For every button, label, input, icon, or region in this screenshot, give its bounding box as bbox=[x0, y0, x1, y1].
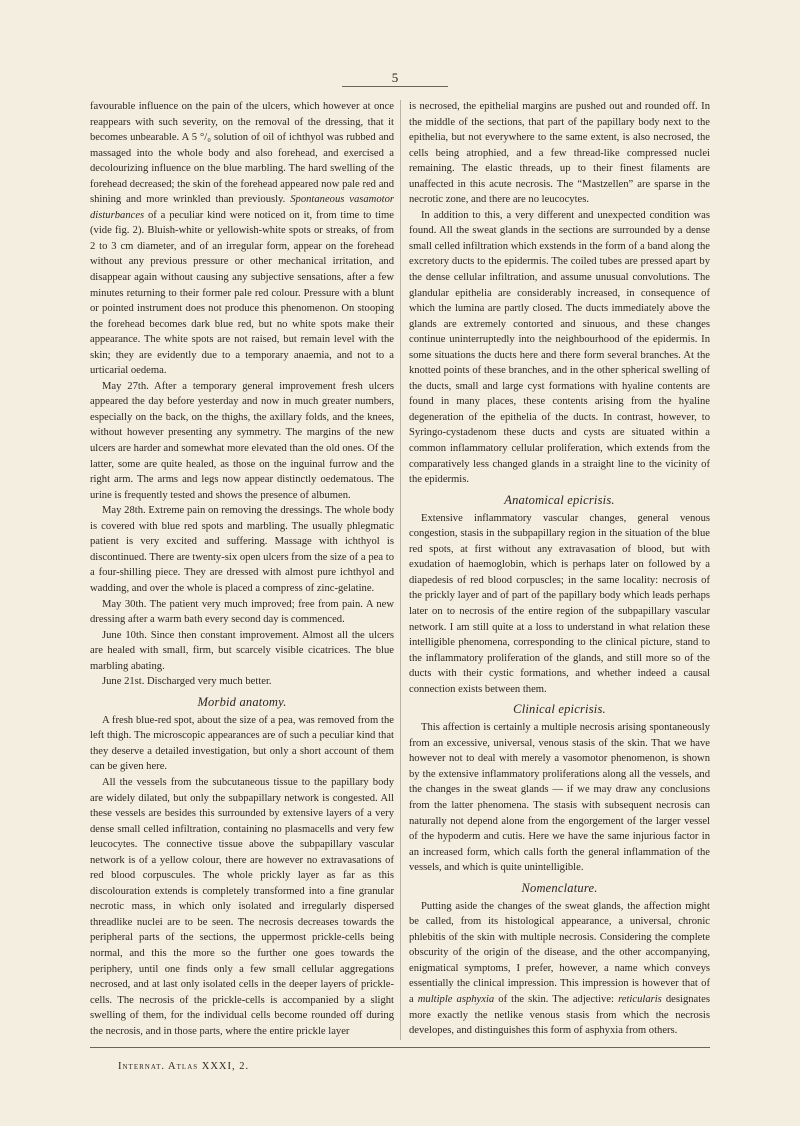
page-number: 5 bbox=[391, 70, 399, 85]
text-run: favourable influence on the pain of the ulcers, which however at once reappears with such severity, on the removal of the dressing, that it becomes unbearable. A 5 °/₀ solution of oil of ichthyol was rubbed and massaged into the whole body and also forehead, and exercised a decolourizing influence on the blue marbling. The hard swelling of the forehead decreased; the skin of the forehead appeared now pale red and shining and more wrinkled than previously. bbox=[90, 101, 394, 206]
section-heading-clinical-epicrisis: Clinical epicrisis. bbox=[513, 702, 606, 717]
section-heading-morbid-anatomy: Morbid anatomy. bbox=[197, 694, 287, 709]
section-heading-nomenclature: Nomenclature. bbox=[521, 880, 598, 895]
paragraph: All the vessels from the subcutaneous tissue to the papillary body are widely dilated, but only the subpapillary network is congested. All these vessels are besides this surrounded by extensive layers of a very dense small celled infiltration, containing no plasmacells and very few leucocytes. The connective tissue above the subpapillary vascular network is of a yellow colour, there are however no extravasations of red blood corpuscules. The whole prickly layer as far as this discolouration extends is completely transformed into a fine granular necrotic mass, in which only isolated and irregularly dispersed threadlike nuclei are to be seen. The necrosis decreases towards the peripheral parts of the sections, the uppermost prickle-cells being normal, and this the more so the further one goes towards the periphery, until one finds only a few small cellular aggregations necrosed, and at last only isolated cells in the deeper layers of prickle-cells. The necrosis of the prickle-cells is accompanied by a slight swelling of them, for the individual cells become rounded off during the necrosis, and in those parts, where the entire prickle layer bbox=[90, 776, 394, 1037]
italic-term: Spontaneous vasamotor disturbances bbox=[90, 194, 394, 221]
text-run: of the skin. The adjective: bbox=[498, 993, 614, 1005]
section-heading-anatomical-epicrisis: Anatomical epicrisis. bbox=[504, 492, 615, 507]
paragraph: May 28th. Extreme pain on removing the dressings. The whole body is covered with blue red spots and marbling. The usually phlegmatic patient is very excited and suffering. Massage with ichthyol is discontinued. There are twenty-six open ulcers from the size of a pea to a four-shilling piece. They are dressed with almost pure ichthyol and wadding, and over the whole is placed a compress of zinc-gelatine. bbox=[90, 505, 394, 594]
footer-rule bbox=[90, 1047, 710, 1048]
text-run: of a peculiar kind were noticed on it, from time to time (vide fig. 2). Bluish-white or yellowish-white spots or streaks, of from 2 to 3 cm diameter, and of an irregular form, appear on the forehead without any previous pressure or other mechanical irritation, and disappear again without causing any subjective sensations, after a few minutes returning to their former pale red colour. Pressure with a blunt or pointed instrument does not produce this phenomenon. On stooping the forehead becomes dark blue red, but no white spots make their appearance. The white spots are not raised, but remain level with the skin; they are evidently due to a temporary anaemia, and not to a urticarial oedema. bbox=[90, 209, 394, 377]
paragraph: is necrosed, the epithelial margins are pushed out and rounded off. In the middle of the sections, that part of the papillary body next to the epithelia, but not everywhere to the same extent, is also necrosed, the cells being atrophied, and a few thread-like compressed nuclei remaining. The elastic threads, up to their finest filaments are unaffected in this acute necrosis. The “Mastzellen” are sparse in the necrotic zone, and there are no leucocytes. bbox=[409, 101, 710, 206]
text-run: designates more exactly the netlike venous stasis from which the necrosis developes, and distinguishes this form of asphyxia from others. bbox=[409, 993, 711, 1037]
paragraph: Extensive inflammatory vascular changes, general venous congestion, stasis in the subpapillary region in the situation of the blue red spots, at first without any extravasation of blood, but with exudation of haemoglobin, which is perhaps later on followed by a diapedesis of red blood corpuscles; in the same locality: necrosis of the prickly layer and of part of the papillary body which leads perhaps later on to necrosis of the entire region of the subpapillary vascular network. I am still quite at a loss to understand in what relation these intelligible phenomena, corresponding to the clinical picture, stand to the inflammatory proliferation of the glands, and still more so of the ducts with their cystic formations, and whether indeed a causal connection exists between them. bbox=[409, 512, 710, 695]
paragraph bbox=[90, 99, 394, 379]
right-column bbox=[409, 99, 710, 1039]
paragraph: A fresh blue-red spot, about the size of a pea, was removed from the left thigh. The microscopic appearances are of such a peculiar kind that they deserve a detailed investigation, but only a short account of them can be given here. bbox=[90, 714, 394, 773]
italic-term: multiple asphyxia bbox=[417, 993, 495, 1005]
footer-signature: Internat. Atlas XXXI, 2. bbox=[118, 1061, 250, 1072]
header-rule bbox=[342, 86, 448, 87]
paragraph: May 27th. After a temporary general improvement fresh ulcers appeared the day before yesterday and now in much greater numbers, especially on the back, on the thighs, the axillary folds, and the knees, without however presenting any symmetry. The margins of the new ulcers are harder and somewhat more elevated than the old ones. Of the latter, some are quite healed, as those on the inguinal furrow and the right arm. The arms and legs now appear distinctly oedematous. The urine is frequently tested and shows the presence of albumen. bbox=[90, 380, 394, 501]
italic-term: reticularis bbox=[618, 993, 662, 1005]
text-run: Putting aside the changes of the sweat glands, the affection might be called, from its histological appearance, a universal, chronic phlebitis of the skin with multiple necrosis. Considering the complete obscurity of the origin of the disease, and the other accompanying, enigmatical symptoms, I prefer, however, a name which conveys essentially the clinical impression. This impression is however that of a bbox=[409, 900, 710, 1005]
paragraph: June 10th. Since then constant improvement. Almost all the ulcers are healed with small, firm, but scarcely visible cicatrices. The blue marbling abating. bbox=[90, 629, 394, 672]
column-divider bbox=[400, 100, 401, 1040]
paragraph bbox=[409, 899, 710, 1039]
paragraph: This affection is certainly a multiple necrosis arising spontaneously from an excessive, universal, venous stasis of the skin. That we have however not to deal with merely a vasomotor phenomenon, is shown by the extensive inflammatory proliferations along all the vessels, and the changes in the sweat glands — if we may draw any conclusions from the latter phenomena. The stasis with subsequent necrosis can naturally not depend alone from the engorgement of the larger vessel of the hypoderm and cutis. Here we have the same injurious factor in an increased form, which calls forth the general inflammation of the vessels, and which is quite unintelligible. bbox=[409, 722, 710, 874]
paragraph: May 30th. The patient very much improved; free from pain. A new dressing after a warm bath every second day is commenced. bbox=[90, 598, 394, 626]
paragraph: In addition to this, a very different and unexpected condition was found. All the sweat glands in the sections are surrounded by a dense small celled infiltration which exstends in the form of a band along the excretory ducts to the epidermis. The coiled tubes are pressed apart by the dense cellular infiltration, and assume unusual convolutions. The glandular epithelia are considerably increased, in consequence of which the lumina are partly closed. The ducts immediately above the glands are extremely contorted and sinuous, and these changes continue uninterruptedly into the neighbourhood of the epidermis. In some situations the ducts here and there form several branches. At the knotted points of these branches, and in the other spherical swelling of the ducts, small and large cyst formations with hyaline contents are found in many places, these contents arising from the hyaline degeneration of the epithelia of the ducts. In contrast, however, to Syringo-cystadenom these ducts and cysts are situated within a common inflammatory cellular proliferation, which extends from the comparatively less changed glands in a straight line to the vicinity of the epidermis. bbox=[409, 209, 710, 486]
paragraph: June 21st. Discharged very much better. bbox=[102, 676, 272, 688]
left-column bbox=[90, 99, 394, 1039]
